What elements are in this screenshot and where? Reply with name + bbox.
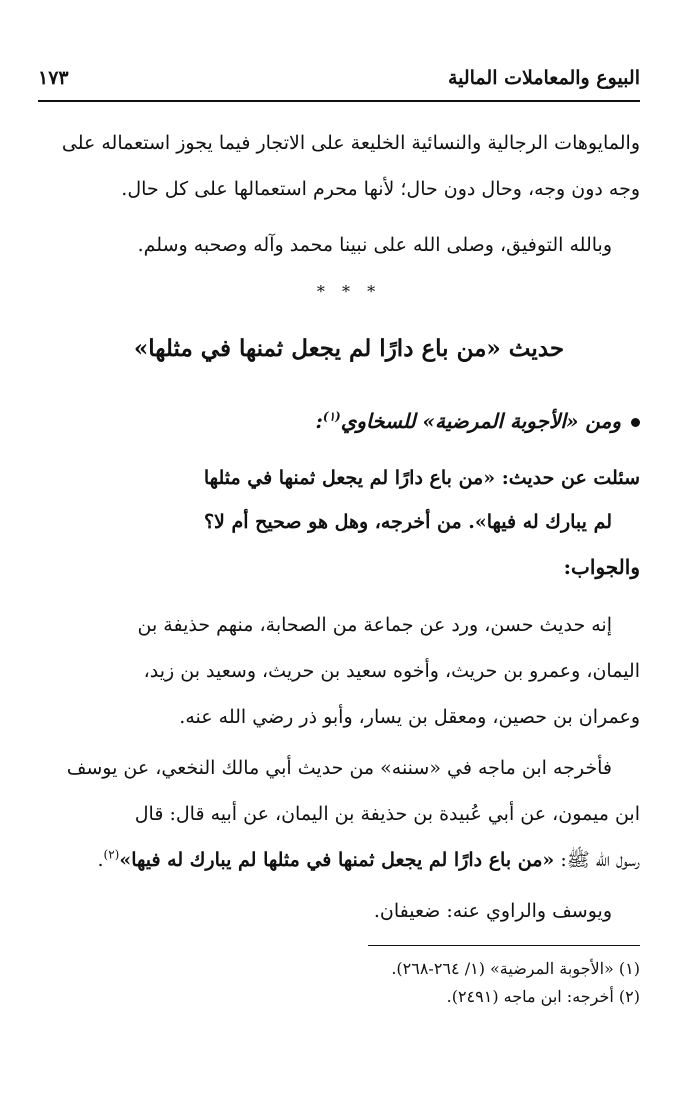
para3-line: ويوسف والراوي عنه: ضعيفان. — [373, 900, 612, 922]
footnote-1: (١) «الأجوبة المرضية» (١/ ٢٦٤-٢٦٨). — [391, 959, 640, 978]
intro-line-1: والمايوهات الرجالية والنسائية الخليعة على الاتجار فيما يجوز استعماله على — [61, 132, 640, 154]
para2-line-3-suffix: . — [97, 849, 104, 871]
bullet-icon — [631, 418, 640, 427]
para1-line-1: إنه حديث حسن، ورد عن جماعة من الصحابة، منهم حذيفة بن — [137, 614, 612, 636]
source-suffix: : — [315, 409, 323, 433]
hadith-quote: «من باع دارًا لم يجعل ثمنها في مثلها لم يبارك له فيها» — [119, 849, 555, 871]
closing-line: وبالله التوفيق، وصلى الله على نبينا محمد وآله وصحبه وسلم. — [137, 234, 612, 256]
closing-paragraph — [44, 222, 640, 268]
question-line-2: لم يبارك له فيها». من أخرجه، وهل هو صحيح أم لا؟ — [203, 511, 612, 533]
para2-line-3-prefix: رسول الله ﷺ: — [554, 849, 640, 871]
intro-line-2: وجه دون وجه، وحال دون حال؛ لأنها محرم استعمالها على كل حال. — [121, 178, 640, 200]
para2-line-2: ابن ميمون، عن أبي عُبيدة بن حذيفة بن اليمان، عن أبيه قال: قال — [134, 803, 640, 825]
question-paragraph — [44, 456, 640, 544]
question-line-1: سئلت عن حديث: «من باع دارًا لم يجعل ثمنها في مثلها — [203, 467, 640, 489]
source-line — [44, 398, 640, 444]
para2-line-3 — [44, 837, 640, 883]
answer-label: والجواب: — [563, 555, 640, 579]
header-rule — [38, 100, 640, 102]
answer-paragraph-1 — [44, 602, 640, 740]
para2-line-1: فأخرجه ابن ماجه في «سننه» من حديث أبي مالك النخعي، عن يوسف — [66, 757, 612, 779]
footnote-ref-1: (١) — [322, 409, 341, 424]
footnotes — [44, 955, 640, 1011]
footnote-ref-2: (٢) — [103, 847, 120, 862]
footnote-rule — [368, 945, 640, 946]
intro-paragraph — [44, 120, 640, 212]
footnote-2: (٢) أخرجه: ابن ماجه (٢٤٩١). — [446, 987, 640, 1006]
answer-paragraph-3 — [44, 888, 640, 934]
answer-paragraph-2 — [44, 745, 640, 883]
header-title: البيوع والمعاملات المالية — [447, 67, 640, 89]
para1-line-2: اليمان، وعمرو بن حريث، وأخوه سعيد بن حريث، وسعيد بن زيد، — [143, 660, 640, 682]
section-separator: * * * — [316, 282, 382, 301]
running-header — [38, 58, 640, 98]
section-title: حديث «من باع دارًا لم يجعل ثمنها في مثلها» — [133, 335, 565, 362]
source-text: ومن «الأجوبة المرضية» للسخاوي — [340, 409, 621, 433]
page-number: ١٧٣ — [38, 67, 69, 89]
para1-line-3: وعمران بن حصين، ومعقل بن يسار، وأبو ذر رضي الله عنه. — [179, 706, 640, 728]
